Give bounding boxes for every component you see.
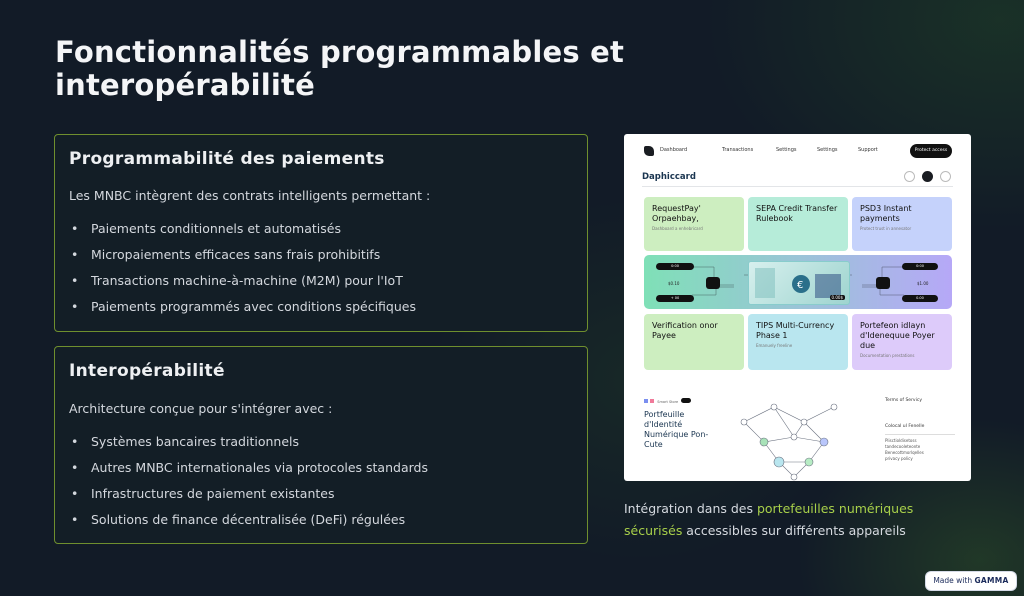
gamma-logo: GAMMA — [974, 576, 1009, 585]
band-node: 0:00 — [656, 263, 694, 270]
band-value: $1.00 — [917, 281, 929, 286]
list-item: • Transactions machine-à-machine (M2M) pour l'IoT — [69, 272, 416, 298]
badge-label: Made with — [933, 576, 973, 585]
list-item: • Micropaiements efficaces sans frais prohibitifs — [69, 246, 416, 272]
tile-verification — [644, 314, 744, 370]
list-item: • Paiements conditionnels et automatisés — [69, 220, 416, 246]
mockup-caption — [624, 498, 974, 542]
tag-pill-icon — [681, 398, 691, 403]
tile-title: RequestPay' Orpaehbay, — [652, 204, 701, 223]
programmability-card — [54, 134, 588, 332]
tile-requestpay — [644, 197, 744, 251]
nav-settings-2: Settings — [817, 147, 838, 153]
side-line: privacy policy — [885, 456, 913, 461]
tile-subtitle: Protect trust in annesator — [860, 226, 912, 231]
euro-banknote-icon — [748, 261, 850, 305]
made-with-gamma-badge[interactable] — [926, 572, 1016, 590]
tile-subtitle: Dashboard a enhebricard — [652, 226, 703, 231]
side-link: Colocal ul Fenelle — [885, 424, 925, 429]
nav-settings: Settings — [776, 147, 797, 153]
avatar-icon — [922, 171, 933, 182]
wallet-tag — [644, 398, 691, 404]
terms-label: Terms of Servicy — [885, 398, 922, 403]
identity-network-graph — [734, 402, 864, 481]
interoperability-list — [69, 433, 428, 537]
interoperability-heading: Interopérabilité — [69, 361, 225, 381]
programmability-intro: Les MNBC intègrent des contrats intelligents permettant : — [69, 188, 431, 203]
band-node: 0:00 — [902, 263, 938, 270]
side-line: Plisctioldisetoss — [885, 438, 917, 443]
side-line: Benecottmorlqelles — [885, 450, 924, 455]
nav-support: Support — [858, 147, 878, 153]
programmability-list — [69, 220, 416, 324]
caption-text: Intégration dans des — [624, 501, 757, 516]
tile-title: Verification onor Payee — [652, 321, 718, 340]
nav-transactions: Transactions — [722, 147, 754, 153]
tile-subtitle: Emanuely freeline — [756, 343, 793, 348]
tile-title: PSD3 Instant payments — [860, 204, 912, 223]
wallet-title: Portfeuille d'Identité Numérique Pon-Cute — [644, 410, 709, 449]
protect-access-button: Protect access — [910, 144, 952, 158]
app-logo-icon — [644, 146, 654, 156]
tag-dot-icon — [644, 399, 648, 403]
interoperability-card — [54, 346, 588, 544]
caption-highlight: portefeuilles numériques sécurisés — [624, 501, 914, 538]
tile-title: SEPA Credit Transfer Rulebook — [756, 204, 838, 223]
tile-title: Portefeon idlayn d'Idenequue Poyer due — [860, 321, 935, 350]
chip-icon — [876, 277, 890, 289]
band-value: $0.10 — [668, 281, 680, 286]
tile-tips — [748, 314, 848, 370]
mockup-brand: Daphiccard — [642, 172, 696, 182]
tile-sepa — [748, 197, 848, 251]
tile-portefeuille — [852, 314, 952, 370]
side-lines — [885, 438, 924, 462]
programmability-heading: Programmabilité des paiements — [69, 149, 385, 169]
wallet-tag-label: Smart Store — [657, 400, 679, 404]
slide-title: Fonctionnalités programmables et interopérabilité — [55, 35, 625, 102]
band-node: 0.00 — [902, 295, 938, 302]
band-node: + 00 — [656, 295, 694, 302]
side-divider — [885, 434, 955, 435]
list-item: • Systèmes bancaires traditionnels — [69, 433, 428, 459]
svg-text:€: € — [797, 280, 804, 291]
tag-dot-icon — [650, 399, 654, 403]
list-item: • Solutions de finance décentralisée (DeFi) régulées — [69, 511, 428, 537]
wallet-dashboard-mockup — [624, 134, 971, 481]
divider — [642, 186, 953, 187]
tile-psd3 — [852, 197, 952, 251]
network-band — [644, 255, 952, 309]
help-circle-icon — [940, 171, 951, 182]
tile-subtitle: Documentation prestations — [860, 353, 915, 358]
tile-title: TIPS Multi-Currency Phase 1 — [756, 321, 835, 340]
list-item: • Paiements programmés avec conditions spécifiques — [69, 298, 416, 324]
list-item: • Autres MNBC internationales via protocoles standards — [69, 459, 428, 485]
settings-circle-icon — [904, 171, 915, 182]
banknote-value: 0.00$ — [831, 295, 843, 300]
interoperability-intro: Architecture conçue pour s'intégrer avec : — [69, 401, 333, 416]
mockup-nav — [624, 134, 971, 170]
chip-icon — [706, 277, 720, 289]
side-line: tandecooleteonte — [885, 444, 921, 449]
nav-dashboard: Dashboard — [660, 147, 688, 153]
list-item: • Infrastructures de paiement existantes — [69, 485, 428, 511]
caption-text-end: accessibles sur différents appareils — [682, 523, 906, 538]
